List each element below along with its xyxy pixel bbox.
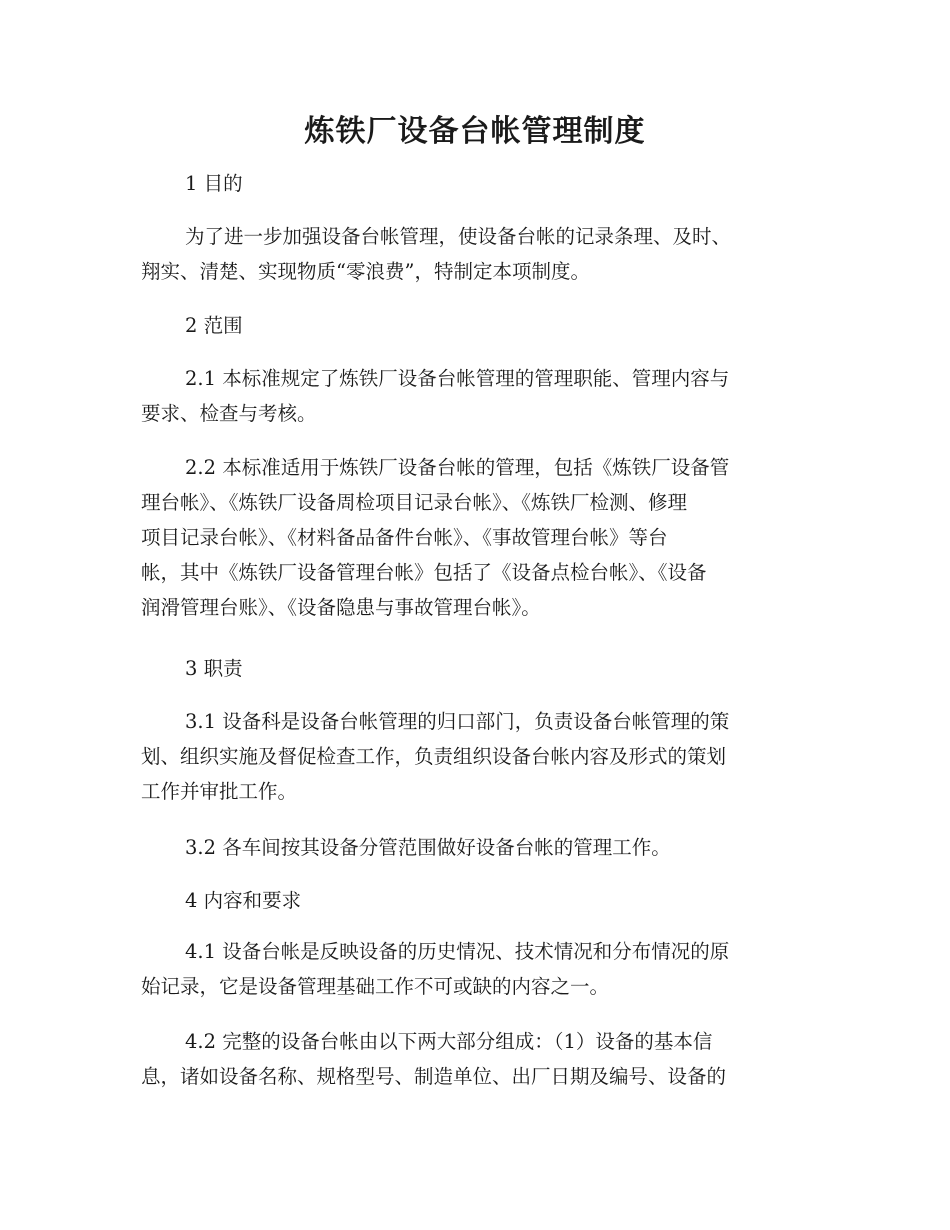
text-line: 项目记录台帐》、《材料备品备件台帐》、《事故管理台帐》等台 (141, 526, 668, 549)
section-heading-purpose (141, 166, 801, 201)
text-line: 要求、检查与考核。 (141, 402, 317, 425)
text-line: 翔实、清楚、实现物质“零浪费”，特制定本项制度。 (141, 260, 590, 283)
text-line: 3.1 设备科是设备台帐管理的归口部门，负责设备台帐管理的策 (185, 710, 730, 733)
text-line: 3 职责 (185, 657, 243, 680)
text-line: 划、组织实施及督促检查工作，负责组织设备台帐内容及形式的策划 (141, 745, 727, 768)
section-heading-duties (141, 651, 801, 686)
text-line: 2.2 本标准适用于炼铁厂设备台帐的管理，包括《炼铁厂设备管 (185, 456, 730, 479)
paragraph-4-1 (141, 934, 801, 1004)
text-line: 3.2 各车间按其设备分管范围做好设备台帐的管理工作。 (185, 836, 671, 859)
text-line: 2 范围 (185, 314, 243, 337)
paragraph-3-2 (141, 830, 801, 865)
text-line: 4 内容和要求 (185, 889, 302, 912)
document-title: 炼铁厂设备台帐管理制度 (304, 114, 646, 149)
text-line: 理台帐》、《炼铁厂设备周检项目记录台帐》、《炼铁厂检测、修理 (141, 491, 688, 514)
paragraph-2-1 (141, 361, 801, 431)
text-line: 为了进一步加强设备台帐管理，使设备台帐的记录条理、及时、 (185, 225, 732, 248)
text-line: 2.1 本标准规定了炼铁厂设备台帐管理的管理职能、管理内容与 (185, 367, 730, 390)
text-line: 帐，其中《炼铁厂设备管理台帐》包括了《设备点检台帐》、《设备 (141, 561, 707, 584)
text-line: 4.1 设备台帐是反映设备的历史情况、技术情况和分布情况的原 (185, 940, 730, 963)
text-line: 1 目的 (185, 172, 243, 195)
paragraph-2-2 (141, 450, 801, 625)
paragraph-4-2 (141, 1024, 801, 1094)
text-line: 4.2 完整的设备台帐由以下两大部分组成：（1）设备的基本信 (185, 1030, 713, 1053)
text-line: 工作并审批工作。 (141, 780, 298, 803)
section-heading-scope (141, 308, 801, 343)
paragraph-3-1 (141, 704, 801, 809)
section-heading-content (141, 883, 801, 918)
text-line: 始记录，它是设备管理基础工作不可或缺的内容之一。 (141, 975, 610, 998)
paragraph-purpose (141, 219, 801, 289)
text-line: 润滑管理台账》、《设备隐患与事故管理台帐》。 (141, 596, 541, 619)
text-line: 息，诸如设备名称、规格型号、制造单位、出厂日期及编号、设备的 (141, 1065, 727, 1088)
